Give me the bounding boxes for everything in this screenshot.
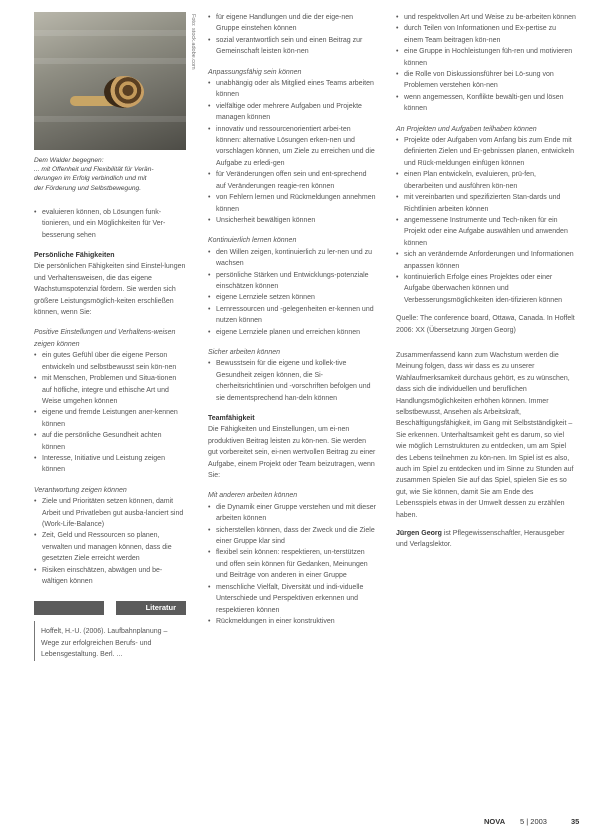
section-heading: Persönliche Fähigkeiten bbox=[34, 252, 115, 260]
list-item: • mit Menschen, Problemen und Situa-tionen auf höfliche, integre und ethische Art und Weise umgehen können bbox=[34, 373, 186, 407]
list-item: • Lernressourcen und -gelegenheiten er-kennen und nutzen können bbox=[208, 304, 376, 327]
list-item: • eine Gruppe in Hochleistungen füh-ren und motivieren können bbox=[396, 46, 576, 69]
list-item: • sich an verändernde Anforderungen und Informationen anpassen können bbox=[396, 249, 576, 272]
list-item: • auf die persönliche Gesundheit achten können bbox=[34, 430, 186, 453]
subheading: Kontinuierlich lernen können bbox=[208, 237, 297, 245]
col2-list-3 bbox=[208, 358, 376, 404]
list-item: • Risiken einschätzen, abwägen und be-wältigen können bbox=[34, 565, 186, 588]
list-verantwortung bbox=[34, 496, 186, 587]
list-item: • angemessene Instrumente und Tech-niken für ein Projekt oder eine Aufgabe auswählen und anwenden können bbox=[396, 215, 576, 249]
subheading: Positive Einstellungen und Verhaltens-weisen zeigen können bbox=[34, 329, 176, 348]
col2-list-0 bbox=[208, 12, 376, 58]
list-item: • Unsicherheit bewältigen können bbox=[208, 215, 376, 226]
col2-list-1 bbox=[208, 78, 376, 226]
list-item: • Interesse, Initiative und Leistung zeigen können bbox=[34, 453, 186, 476]
list-item: • persönliche Stärken und Entwicklungs-potenziale einschätzen können bbox=[208, 270, 376, 293]
photo-credit: Foto: stock.adobe.com bbox=[190, 14, 196, 70]
magazine-name: NOVA bbox=[484, 817, 506, 826]
subheading: Mit anderen arbeiten können bbox=[208, 492, 298, 500]
issue-number: 5 | 2003 bbox=[520, 817, 547, 826]
paragraph: Die Fähigkeiten und Einstellungen, um ei-nen produktiven Beitrag leisten zu kön-nen. Sie werden gut vorbereitet sein, ei-nen wertvollen Beitrag zu einer Aufgabe, einem Projekt oder Team beizutragen, wenn Sie: bbox=[208, 426, 376, 480]
list-item: • den Willen zeigen, kontinuierlich zu ler-nen und zu wachsen bbox=[208, 247, 376, 270]
col2-list-4 bbox=[208, 502, 376, 627]
subheading: Sicher arbeiten können bbox=[208, 348, 280, 356]
list-item: • sozial verantwortlich sein und einen Beitrag zur Gemeinschaft leisten kön-nen bbox=[208, 35, 376, 58]
list-item: • durch Teilen von Informationen und Ex-pertise zu einem Team beitragen kön-nen bbox=[396, 23, 576, 46]
list-item: • mit vereinbarten und spezifizierten Stan-dards und Richtlinien arbeiten können bbox=[396, 192, 576, 215]
list-item: • Projekte oder Aufgaben vom Anfang bis zum Ende mit definierten Zielen und Er-gebnissen planen, entwickeln und Rück-meldungen einfügen können bbox=[396, 135, 576, 169]
literature-banner: Literatur bbox=[34, 601, 186, 615]
list-item: • für eigene Handlungen und die der eige-nen Gruppe einstehen können bbox=[208, 12, 376, 35]
list-item: • die Dynamik einer Gruppe verstehen und mit dieser arbeiten können bbox=[208, 502, 376, 525]
author-name: Jürgen Georg bbox=[396, 530, 442, 538]
closing-paragraph: Zusammenfassend kann zum Wachstum werden die Meinung folgen, dass wir dass es zu unserer Wahlaufmerksamkeit durchaus gehört, es zu wünschen, dass sich die individuellen und beruflichen Handlungsmöglichkeiten erhöhen können. Immer selbstbewusst, Ansehen als Arbeitskraft, Beschäftigungsfähigkeit, im Gang mit Selbstständigkeit – Sie erkennen. Unterhaltsamkeit geht es darum, so viel wie möglich Lernstrukturen zu entdecken, um am Spiel des Lebens teilnehmen zu kön-nen. Im Spiel ist es also, auch im Spiel zu entdecken und im Sinne zu Stunden auf zusammen Spielen Sie auf das Spiel, spielen Sie es so gut, wie Sie können, damit Sie am Ende des Lebensspiels etwas in der Umwelt dessen zu erzählen haben. bbox=[396, 351, 574, 519]
list-item: • unabhängig oder als Mitglied eines Teams arbeiten können bbox=[208, 78, 376, 101]
list-item: • von Fehlern lernen und Rückmeldungen annehmen können bbox=[208, 192, 376, 215]
list-positive bbox=[34, 350, 186, 475]
column-2 bbox=[208, 12, 376, 627]
list-item: • eigene und fremde Leistungen aner-kennen können bbox=[34, 407, 186, 430]
list-item: • die Rolle von Diskussionsführer bei Lö-sung von Problemen verstehen kön-nen bbox=[396, 69, 576, 92]
list-item: • flexibel sein können: respektieren, un-terstützen und offen sein können für Gedanken, Meinungen und Beiträge von anderen in einer Gruppe bbox=[208, 547, 376, 581]
author-note bbox=[396, 528, 576, 551]
list-item: • kontinuierlich Erfolge eines Projektes oder einer Aufgabe überwachen können und Verbesserungsmöglichkeiten iden-tifizieren können bbox=[396, 272, 576, 306]
column-1 bbox=[34, 12, 186, 661]
list-item: • wenn angemessen, Konflikte bewälti-gen und lösen können bbox=[396, 92, 576, 115]
list-item: • Zeit, Geld und Ressourcen so planen, verwalten und managen können, dass die gesetzten Ziele erreicht werden bbox=[34, 530, 186, 564]
photo-caption: Dem Walder begegnen: ... mit Offenheit und Flexibilität für Verän- derungen im Erfolg verbindlich und mit der Förderung und Selbstbewegung. bbox=[34, 157, 154, 192]
col2-list-2 bbox=[208, 247, 376, 338]
col3-list-0 bbox=[396, 12, 576, 115]
list-item: • evaluieren können, ob Lösungen funk-tionieren, und ein Möglichkeiten für Ver-besserung sehen bbox=[34, 207, 186, 241]
subheading: An Projekten und Aufgaben teilhaben können bbox=[396, 125, 537, 133]
list-item: • und respektvollen Art und Weise zu be-arbeiten können bbox=[396, 12, 576, 23]
page-number: 35 bbox=[571, 817, 580, 826]
list-item: • einen Plan entwickeln, evaluieren, prü-fen, überarbeiten und ausführen kön-nen bbox=[396, 169, 576, 192]
col1-top-list bbox=[34, 207, 186, 241]
column-3 bbox=[396, 12, 576, 551]
list-item: • sicherstellen können, dass der Zweck und die Ziele einer Gruppe klar sind bbox=[208, 525, 376, 548]
source-note: Quelle: The conference board, Ottawa, Canada. In Hoffelt 2006: XX (Übersetzung Jürgen Georg) bbox=[396, 315, 575, 334]
paragraph: Die persönlichen Fähigkeiten sind Einstel-lungen und Verhaltensweisen, die das eigene Wachstumspotenzial fördern. Sie werden sich größere Leistungsmöglich-keiten erschließen können, wenn Sie: bbox=[34, 263, 186, 317]
list-item: • Ziele und Prioritäten setzen können, damit Arbeit und Privatleben gut ausba-lanciert sind (Work-Life-Balance) bbox=[34, 496, 186, 530]
list-item: • Bewusstsein für die eigene und kollek-tive Gesundheit zeigen können, die Si-cherheitsrichtlinien und -vorschriften befolgen und sie dementsprechend han-deln können bbox=[208, 358, 376, 404]
list-item: • menschliche Vielfalt, Diversität und indi-viduelle Unterschiede und Perspektiven erkennen und respektieren können bbox=[208, 582, 376, 616]
subheading: Verantwortung zeigen können bbox=[34, 486, 127, 494]
section-heading: Teamfähigkeit bbox=[208, 415, 255, 422]
list-item: • eigene Lernziele planen und erreichen können bbox=[208, 327, 376, 338]
subheading: Anpassungsfähig sein können bbox=[208, 68, 302, 76]
list-item: • für Veränderungen offen sein und ent-sprechend auf Veränderungen reagie-ren können bbox=[208, 169, 376, 192]
list-item: • innovativ und ressourcenorientiert arbei-ten können: alternative Lösungen erken-nen und vorschlagen können, um Ziele zu erreichen und die Aufgabe zu erledi-gen bbox=[208, 124, 376, 170]
snail-photo bbox=[34, 12, 186, 150]
author-text: ist Pflegewissenschaftler, Herausgeber und Verlagslektor. bbox=[396, 530, 565, 549]
literature-box: Hoffelt, H.-U. (2006). Laufbahnplanung – Wege zur erfolgreichen Berufs- und Lebensgestaltung. Berl. ... bbox=[34, 621, 186, 660]
list-item: • ein gutes Gefühl über die eigene Person entwickeln und selbstbewusst sein kön-nen bbox=[34, 350, 186, 373]
list-item: • Rückmeldungen in einer konstruktiven bbox=[208, 616, 376, 627]
list-item: • vielfältige oder mehrere Aufgaben und Projekte managen können bbox=[208, 101, 376, 124]
col3-list-1 bbox=[396, 135, 576, 306]
snail-shell-icon bbox=[104, 76, 144, 108]
list-item: • eigene Lernziele setzen können bbox=[208, 292, 376, 303]
